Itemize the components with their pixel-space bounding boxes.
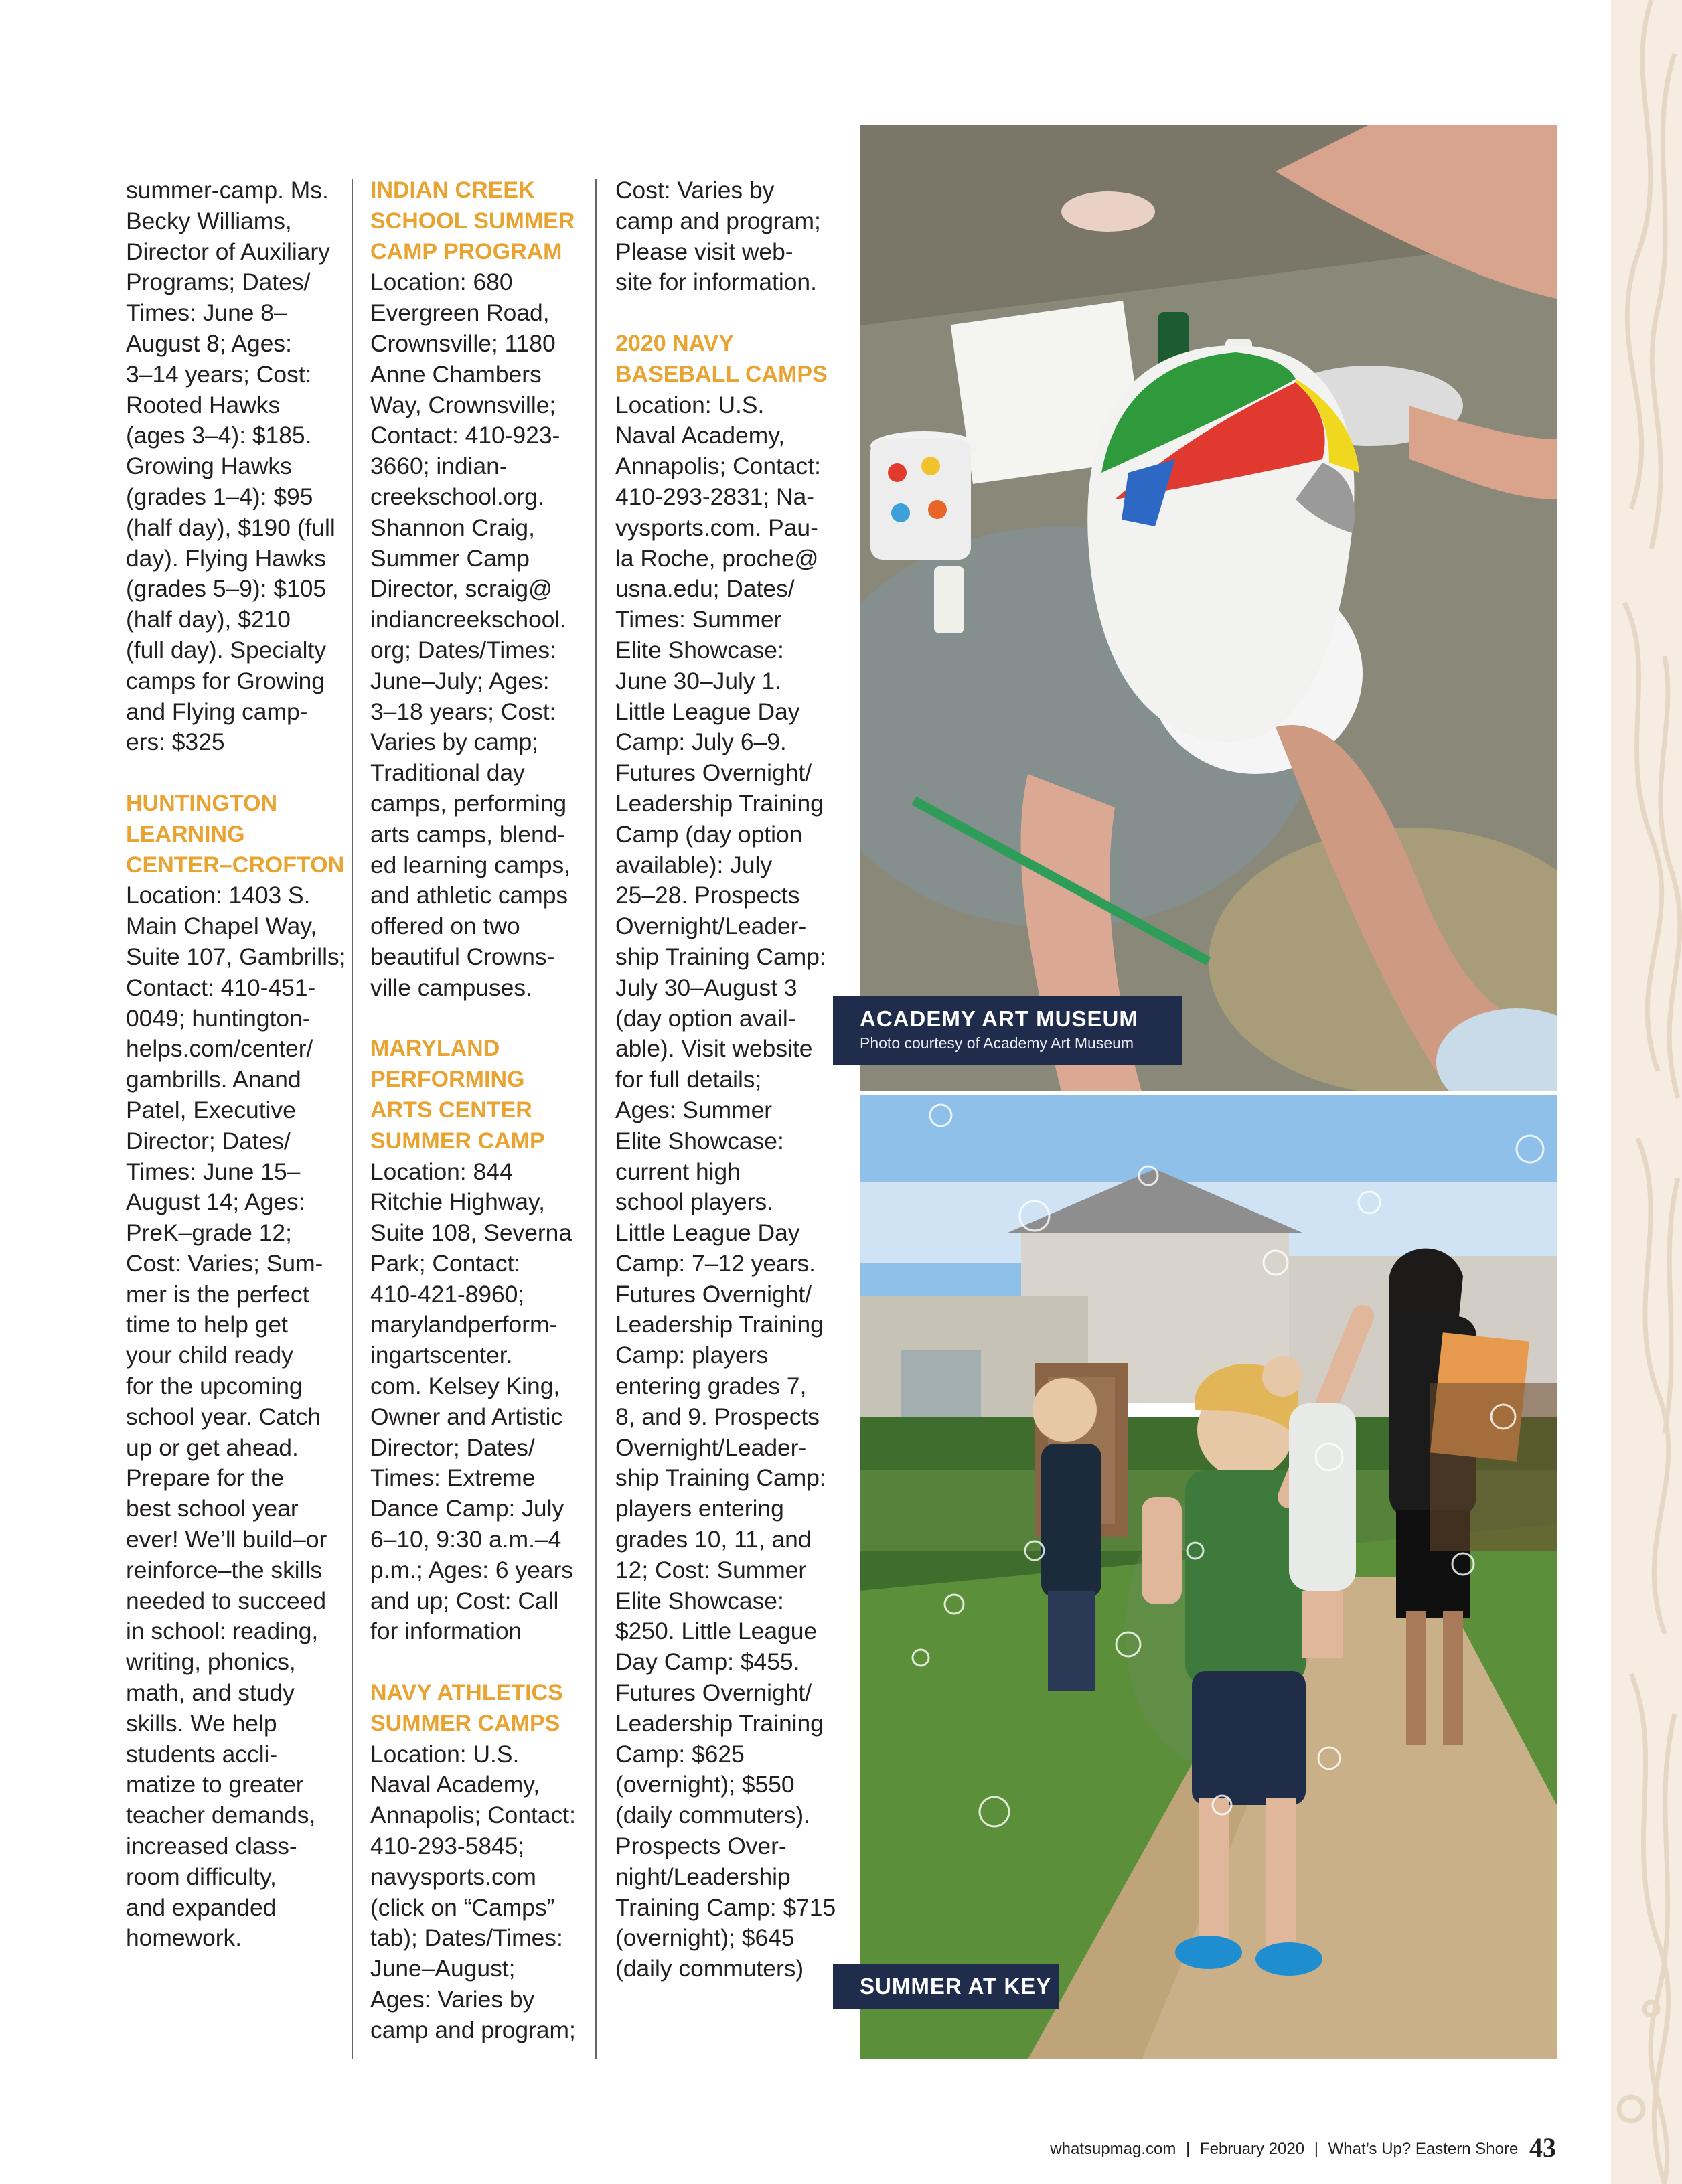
text-line: Prospects Over- bbox=[615, 1832, 787, 1860]
text-line: Owner and Artistic bbox=[370, 1403, 563, 1430]
text-line: Camp: $625 bbox=[615, 1740, 745, 1768]
text-line: for the upcoming bbox=[126, 1373, 303, 1400]
text-line: available): July bbox=[615, 851, 773, 878]
text-line: June–August; bbox=[370, 1955, 516, 1982]
text-line: ingartscenter. bbox=[370, 1342, 513, 1369]
text-line: needed to succeed bbox=[126, 1587, 327, 1614]
summer-at-key-caption bbox=[833, 1964, 1059, 2009]
navy-athletics-heading bbox=[370, 1678, 576, 1739]
text-line: Times: June 15– bbox=[126, 1158, 301, 1185]
footer-site-link[interactable]: whatsupmag.com bbox=[1050, 2140, 1176, 2158]
heading-line: NAVY ATHLETICS bbox=[370, 1680, 563, 1706]
text-line: site for information. bbox=[615, 268, 817, 296]
text-line: and Flying camp- bbox=[126, 698, 308, 725]
heading-line: 2020 NAVY bbox=[615, 330, 735, 356]
text-line: helps.com/center/ bbox=[126, 1035, 313, 1063]
heading-line: SUMMER CAMPS bbox=[370, 1710, 560, 1736]
text-line: ship Training Camp: bbox=[615, 1464, 826, 1492]
text-line: Contact: 410-451- bbox=[126, 973, 316, 1001]
text-line: offered on two bbox=[370, 913, 520, 940]
text-line: Overnight/Leader- bbox=[615, 1433, 807, 1461]
text-line: your child ready bbox=[126, 1342, 293, 1369]
text-line: Location: 844 bbox=[370, 1158, 513, 1185]
text-line: Day Camp: $455. bbox=[615, 1648, 800, 1676]
art-museum-photo bbox=[860, 125, 1557, 1091]
text-line: (half day), $210 bbox=[126, 606, 291, 633]
text-line: room difficulty, bbox=[126, 1863, 277, 1890]
topographic-pattern-icon bbox=[1611, 0, 1682, 2184]
text-line: 0049; huntington- bbox=[126, 1004, 311, 1032]
text-line: camp and program; bbox=[370, 2016, 576, 2043]
text-line: summer-camp. Ms. bbox=[126, 177, 329, 204]
text-line: (grades 5–9): $105 bbox=[126, 575, 327, 603]
text-line: grades 10, 11, and bbox=[615, 1526, 812, 1553]
text-line: camps for Growing bbox=[126, 667, 325, 694]
text-line: Times: June 8– bbox=[126, 299, 287, 327]
text-line: up or get ahead. bbox=[126, 1433, 299, 1461]
text-line: 410-293-5845; bbox=[370, 1832, 525, 1860]
text-line: entering grades 7, bbox=[615, 1373, 807, 1400]
text-line: August 8; Ages: bbox=[126, 329, 292, 357]
text-line: Ritchie Highway, bbox=[370, 1188, 545, 1216]
text-line: and athletic camps bbox=[370, 882, 568, 909]
text-line: 25–28. Prospects bbox=[615, 882, 800, 909]
text-line: Park; Contact: bbox=[370, 1249, 521, 1277]
text-line: Varies by camp; bbox=[370, 728, 539, 756]
text-line: Please visit web- bbox=[615, 238, 793, 265]
text-line: Little League Day bbox=[615, 698, 800, 725]
text-line: PreK–grade 12; bbox=[126, 1219, 292, 1247]
text-line: Annapolis; Contact: bbox=[370, 1802, 576, 1829]
page-number: 43 bbox=[1529, 2132, 1556, 2163]
text-line: night/Leadership bbox=[615, 1863, 791, 1890]
navy-baseball-paragraph bbox=[615, 390, 836, 1984]
text-line: tab); Dates/Times: bbox=[370, 1924, 563, 1952]
text-line: best school year bbox=[126, 1495, 299, 1523]
footer-separator: | bbox=[1186, 2140, 1191, 2158]
text-line: Leadership Training bbox=[615, 1709, 824, 1737]
heading-line: CAMP PROGRAM bbox=[370, 238, 562, 264]
heading-line: SCHOOL SUMMER bbox=[370, 208, 575, 234]
text-line: (day option avail- bbox=[615, 1004, 796, 1032]
text-line: Futures Overnight/ bbox=[615, 759, 812, 787]
text-line: Location: U.S. bbox=[615, 391, 765, 418]
text-line: Elite Showcase: bbox=[615, 1127, 784, 1154]
text-line: (daily commuters) bbox=[615, 1955, 804, 1982]
text-line: Becky Williams, bbox=[126, 207, 292, 234]
text-line: Ages: Varies by bbox=[370, 1986, 535, 2013]
text-line: homework. bbox=[126, 1924, 242, 1952]
huntington-heading bbox=[126, 789, 346, 880]
page-footer bbox=[1050, 2132, 1556, 2163]
navy-athletics-paragraph bbox=[370, 1739, 576, 2046]
column-divider bbox=[595, 179, 597, 2059]
text-line: Overnight/Leader- bbox=[615, 913, 807, 940]
text-line: Camp: players bbox=[615, 1342, 769, 1369]
text-line: Naval Academy, bbox=[615, 422, 785, 449]
column-divider bbox=[352, 179, 353, 2059]
text-line: Way, Crownsville; bbox=[370, 391, 556, 418]
text-line: arts camps, blend- bbox=[370, 820, 566, 848]
text-line: June 30–July 1. bbox=[615, 667, 781, 694]
text-line: Rooted Hawks bbox=[126, 391, 281, 418]
text-line: $250. Little League bbox=[615, 1618, 818, 1645]
text-line: current high bbox=[615, 1158, 741, 1185]
huntington-paragraph bbox=[126, 880, 346, 1954]
indian-creek-paragraph bbox=[370, 267, 576, 1003]
text-line: com. Kelsey King, bbox=[370, 1373, 560, 1400]
indian-creek-heading bbox=[370, 175, 576, 267]
text-line: Futures Overnight/ bbox=[615, 1679, 812, 1707]
text-line: mer is the perfect bbox=[126, 1280, 309, 1308]
text-line: writing, phonics, bbox=[126, 1648, 296, 1676]
text-line: p.m.; Ages: 6 years bbox=[370, 1556, 573, 1583]
text-line: (overnight); $550 bbox=[615, 1771, 795, 1798]
text-line: Director, scraig@ bbox=[370, 575, 552, 603]
navy-baseball-heading bbox=[615, 329, 836, 390]
text-line: 410-293-2831; Na- bbox=[615, 483, 815, 510]
text-line: Suite 107, Gambrills; bbox=[126, 943, 346, 970]
text-line: Shannon Craig, bbox=[370, 514, 535, 541]
text-line: Growing Hawks bbox=[126, 453, 292, 480]
caption-credit: Photo courtesy of Academy Art Museum bbox=[860, 1034, 1134, 1052]
text-line: ville campuses. bbox=[370, 973, 532, 1001]
heading-line: ARTS CENTER bbox=[370, 1097, 532, 1123]
text-line: Camp: July 6–9. bbox=[615, 728, 787, 756]
text-line: reinforce–the skills bbox=[126, 1556, 323, 1583]
heading-line: LEARNING bbox=[126, 821, 245, 847]
text-line: la Roche, proche@ bbox=[615, 544, 819, 572]
maryland-performing-arts-paragraph bbox=[370, 1157, 576, 1648]
text-line: for full details; bbox=[615, 1066, 762, 1093]
text-line: Director of Auxiliary bbox=[126, 238, 330, 265]
heading-line: SUMMER CAMP bbox=[370, 1127, 545, 1154]
text-line: for information bbox=[370, 1618, 522, 1645]
text-line: Anne Chambers bbox=[370, 360, 542, 388]
text-column-3 bbox=[615, 175, 836, 1984]
text-line: Naval Academy, bbox=[370, 1771, 540, 1798]
text-line: school players. bbox=[615, 1188, 774, 1216]
maryland-performing-arts-heading bbox=[370, 1034, 576, 1156]
text-line: able). Visit website bbox=[615, 1035, 813, 1063]
text-line: August 14; Ages: bbox=[126, 1188, 305, 1216]
text-line: Times: Extreme bbox=[370, 1464, 536, 1492]
text-line: ship Training Camp: bbox=[615, 943, 826, 970]
text-line: Suite 108, Severna bbox=[370, 1219, 572, 1247]
text-line: (full day). Specialty bbox=[126, 636, 326, 664]
text-line: Cost: Varies; Sum- bbox=[126, 1249, 323, 1277]
text-line: Traditional day bbox=[370, 759, 525, 787]
text-line: 3–18 years; Cost: bbox=[370, 698, 556, 725]
text-line: Elite Showcase: bbox=[615, 1587, 784, 1614]
text-line: day). Flying Hawks bbox=[126, 544, 326, 572]
text-line: vysports.com. Pau- bbox=[615, 514, 818, 541]
text-line: and expanded bbox=[126, 1893, 277, 1921]
text-line: (daily commuters). bbox=[615, 1802, 811, 1829]
text-line: Little League Day bbox=[615, 1219, 800, 1247]
text-line: matize to greater bbox=[126, 1771, 304, 1798]
text-line: and up; Cost: Call bbox=[370, 1587, 559, 1614]
heading-line: BASEBALL CAMPS bbox=[615, 361, 828, 387]
text-line: navysports.com bbox=[370, 1863, 536, 1890]
text-line: Camp (day option bbox=[615, 820, 803, 848]
text-line: camps, performing bbox=[370, 789, 567, 817]
text-line: 12; Cost: Summer bbox=[615, 1556, 807, 1583]
text-line: Cost: Varies by bbox=[615, 177, 775, 204]
text-line: Evergreen Road, bbox=[370, 299, 550, 327]
text-line: skills. We help bbox=[126, 1709, 277, 1737]
text-line: 6–10, 9:30 a.m.–4 bbox=[370, 1526, 562, 1553]
text-line: Camp: 7–12 years. bbox=[615, 1249, 816, 1277]
text-line: Main Chapel Way, bbox=[126, 913, 317, 940]
text-line: ers: $325 bbox=[126, 728, 225, 756]
text-line: (grades 1–4): $95 bbox=[126, 483, 313, 510]
text-line: Times: Summer bbox=[615, 606, 782, 633]
text-line: math, and study bbox=[126, 1679, 295, 1707]
text-line: Elite Showcase: bbox=[615, 636, 784, 664]
text-line: Leadership Training bbox=[615, 789, 824, 817]
heading-line: MARYLAND bbox=[370, 1036, 500, 1062]
text-line: marylandperform- bbox=[370, 1311, 558, 1338]
text-column-1 bbox=[126, 175, 346, 1954]
footer-date: February 2020 bbox=[1199, 2140, 1305, 2158]
text-line: Prepare for the bbox=[126, 1464, 285, 1492]
text-line: gambrills. Anand bbox=[126, 1066, 301, 1093]
text-line: Leadership Training bbox=[615, 1311, 824, 1338]
text-line: ever! We’ll build–or bbox=[126, 1526, 327, 1553]
footer-separator: | bbox=[1314, 2140, 1318, 2158]
text-line: Contact: 410-923- bbox=[370, 422, 560, 449]
text-line: usna.edu; Dates/ bbox=[615, 575, 795, 603]
heading-line: HUNTINGTON bbox=[126, 790, 278, 816]
text-line: Location: U.S. bbox=[370, 1740, 520, 1768]
text-line: Futures Overnight/ bbox=[615, 1280, 812, 1308]
text-line: 3–14 years; Cost: bbox=[126, 360, 312, 388]
text-line: in school: reading, bbox=[126, 1618, 319, 1645]
text-line: Location: 1403 S. bbox=[126, 882, 311, 909]
text-line: Annapolis; Contact: bbox=[615, 453, 821, 480]
text-line: (ages 3–4): $185. bbox=[126, 422, 312, 449]
text-line: 410-421-8960; bbox=[370, 1280, 525, 1308]
text-line: July 30–August 3 bbox=[615, 973, 797, 1001]
text-line: 8, and 9. Prospects bbox=[615, 1403, 820, 1430]
text-line: 3660; indian- bbox=[370, 453, 508, 480]
text-line: Dance Camp: July bbox=[370, 1495, 564, 1523]
heading-line: CENTER–CROFTON bbox=[126, 852, 345, 878]
text-line: Crownsville; 1180 bbox=[370, 329, 556, 357]
text-line: Summer Camp bbox=[370, 544, 530, 572]
text-line: Programs; Dates/ bbox=[126, 268, 311, 296]
text-line: school year. Catch bbox=[126, 1403, 321, 1430]
text-line: players entering bbox=[615, 1495, 784, 1523]
caption-title: SUMMER AT KEY bbox=[860, 1974, 1052, 1999]
text-line: (overnight); $645 bbox=[615, 1924, 795, 1952]
col3-paragraph-a bbox=[615, 175, 836, 298]
col1-paragraph-a bbox=[126, 175, 346, 758]
text-line: June–July; Ages: bbox=[370, 667, 550, 694]
text-line: creekschool.org. bbox=[370, 483, 544, 510]
heading-line: PERFORMING bbox=[370, 1067, 525, 1093]
text-line: org; Dates/Times: bbox=[370, 636, 556, 664]
text-line: (half day), $190 (full bbox=[126, 514, 335, 541]
decorative-side-strip bbox=[1611, 0, 1682, 2184]
heading-line: INDIAN CREEK bbox=[370, 177, 535, 203]
text-line: beautiful Crowns- bbox=[370, 943, 555, 970]
text-line: Director; Dates/ bbox=[370, 1433, 535, 1461]
text-line: students accli- bbox=[126, 1740, 278, 1768]
text-line: camp and program; bbox=[615, 207, 821, 234]
text-line: Ages: Summer bbox=[615, 1096, 773, 1123]
text-column-2 bbox=[370, 175, 576, 2046]
text-line: Training Camp: $715 bbox=[615, 1893, 836, 1921]
footer-publication: What’s Up? Eastern Shore bbox=[1328, 2140, 1519, 2158]
text-line: Location: 680 bbox=[370, 268, 513, 296]
text-line: indiancreekschool. bbox=[370, 606, 567, 633]
text-line: time to help get bbox=[126, 1311, 288, 1338]
text-line: teacher demands, bbox=[126, 1802, 316, 1829]
academy-art-museum-caption bbox=[833, 996, 1182, 1065]
text-line: ed learning camps, bbox=[370, 851, 571, 878]
text-line: Patel, Executive bbox=[126, 1096, 296, 1123]
text-line: Director; Dates/ bbox=[126, 1127, 291, 1154]
text-line: (click on “Camps” bbox=[370, 1893, 555, 1921]
caption-title: ACADEMY ART MUSEUM bbox=[860, 1006, 1138, 1031]
summer-at-key-photo bbox=[860, 1095, 1557, 2059]
text-line: increased class- bbox=[126, 1832, 297, 1860]
